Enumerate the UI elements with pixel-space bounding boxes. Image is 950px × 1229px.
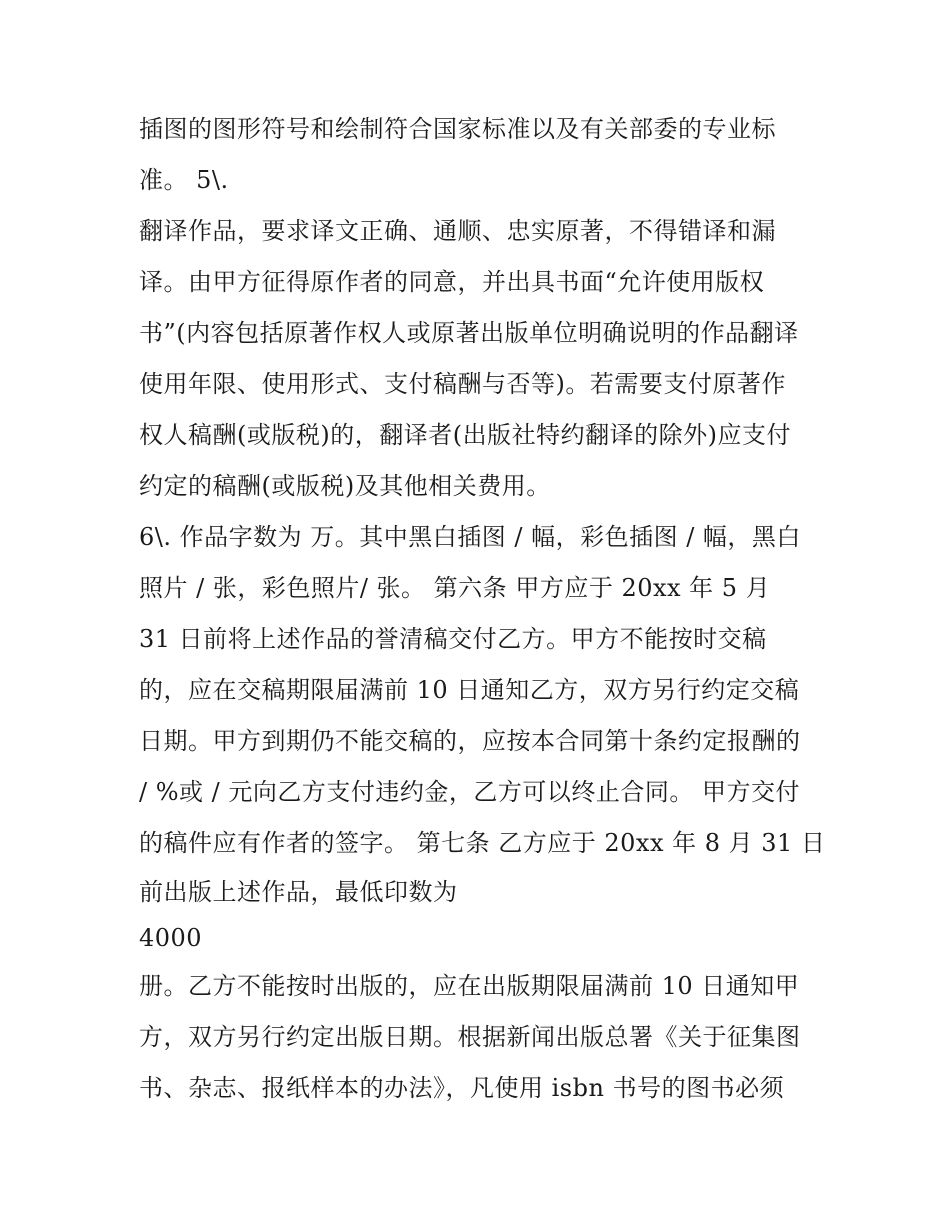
text-line-1: 插图的图形符号和绘制符合国家标准以及有关部委的专业标 [139, 115, 776, 143]
text-line-5: 书”(内容包括原著作权人或原著出版单位明确说明的作品翻译 [139, 319, 799, 347]
text-line-11: 31 日前将上述作品的誉清稿交付乙方。甲方不能按时交稿 [139, 625, 767, 653]
text-line-14: / %或 / 元向乙方支付违约金，乙方可以终止合同。 甲方交付 [139, 778, 800, 806]
text-line-6: 使用年限、使用形式、支付稿酬与否等)。若需要支付原著作 [139, 370, 786, 398]
text-line-16: 前出版上述作品，最低印数为 [139, 878, 458, 906]
text-line-9: 6\. 作品字数为 万。其中黑白插图 / 幅，彩色插图 / 幅，黑白 [139, 523, 801, 551]
text-line-15: 的稿件应有作者的签字。 第七条 乙方应于 20xx 年 8 月 31 日 [139, 829, 826, 857]
text-line-3: 翻译作品，要求译文正确、通顺、忠实原著，不得错译和漏 [139, 217, 776, 245]
text-line-18: 册。乙方不能按时出版的，应在出版期限届满前 10 日通知甲 [139, 972, 800, 1000]
text-line-12: 的，应在交稿期限届满前 10 日通知乙方，双方另行约定交稿 [139, 676, 800, 704]
text-line-10: 照片 / 张，彩色照片/ 张。 第六条 甲方应于 20xx 年 5 月 [139, 574, 771, 602]
text-line-2: 准。 5\. [139, 166, 229, 194]
text-line-4: 译。由甲方征得原作者的同意，并出具书面“允许使用版权 [139, 268, 765, 296]
text-line-17: 4000 [139, 924, 203, 952]
text-line-20: 书、杂志、报纸样本的办法》，凡使用 isbn 书号的图书必须 [139, 1074, 785, 1102]
text-line-8: 约定的稿酬(或版税)及其他相关费用。 [139, 472, 551, 500]
text-line-13: 日期。甲方到期仍不能交稿的，应按本合同第十条约定报酬的 [139, 727, 801, 755]
text-line-19: 方，双方另行约定出版日期。根据新闻出版总署《关于征集图 [139, 1023, 801, 1051]
text-line-7: 权人稿酬(或版税)的，翻译者(出版社特约翻译的除外)应支付 [139, 421, 791, 449]
document-body [139, 104, 829, 1114]
